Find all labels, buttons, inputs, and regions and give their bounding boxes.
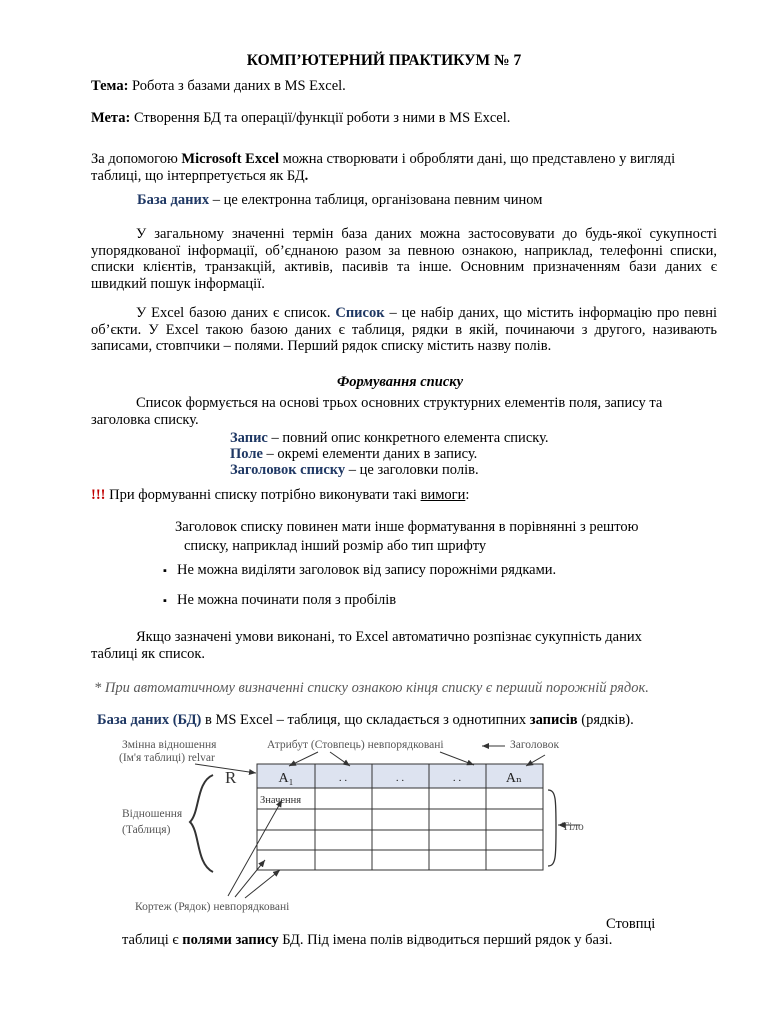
para2-post: – це набір даних, що містить інформацію про певні об’єкти. У Excel такою базою даних є таблиця, рядки в якій, починаючи з другого, називають записами, стовпчики – полями. Перший рядок списку містить назву полів.	[91, 305, 717, 355]
intro-mid: можна створювати і обробляти дані, що представлено у вигляді таблиці, що інтерпретується як БД	[91, 151, 676, 184]
requirements-post: :	[465, 487, 470, 503]
rule-1-line1: Заголовок списку повинен мати інше форматування в порівнянні з рештою	[175, 519, 639, 535]
db-mid: в MS Excel – таблиця, що складається з однотипних	[201, 712, 530, 728]
requirements-pre: При формуванні списку потрібно виконувати такі	[105, 487, 421, 503]
header-cell-dots: . .	[338, 772, 348, 784]
intro-end: .	[304, 167, 309, 184]
attribute-label: Атрибут (Стовпець) невпорядковані	[267, 739, 444, 751]
last-line-post: БД. Під імена полів відводиться перший рядок у базі.	[278, 932, 613, 948]
para2-pre: У Excel базою даних є список.	[136, 305, 336, 321]
relvar-label-1: Змінна відношення	[122, 739, 217, 751]
relation-brace	[190, 775, 213, 872]
def-field-term: Поле	[230, 446, 263, 462]
def-header-text: – це заголовки полів.	[345, 462, 479, 478]
rule-1-continuation: списку, наприклад інший розмір або тип шрифту	[184, 538, 487, 554]
def-field-text: – окремі елементи даних в запису.	[262, 446, 478, 462]
intro-brand: Microsoft Excel	[181, 151, 279, 167]
relvar-label-2: (Ім'я таблиці) relvar	[119, 752, 215, 764]
paragraph-general: У загальному значенні термін база даних можна застосовувати до будь-якої сукупності упорядкованої інформації, об’єднаною разом за певною ознакою, наприклад, телефонні списки, списки клієнтів, транзакцій, активів, пасивів та інше. Основним призначенням бази даних є швидкий пошук інформації.	[91, 226, 717, 293]
goal-text: Створення БД та операції/функції роботи з ними в MS Excel.	[130, 110, 511, 126]
def-record-term: Запис	[230, 430, 268, 446]
definition-text: – це електронна таблиця, організована певним чином	[209, 192, 543, 208]
last-line-bold: полями запису	[182, 932, 279, 948]
header-cell-dots: . .	[395, 772, 405, 784]
requirements-link: вимоги	[420, 487, 466, 503]
note-line: * При автоматичному визначенні списку ознакою кінця списку є перший порожній рядок.	[94, 680, 649, 696]
tuple-label: Кортеж (Рядок) невпорядковані	[135, 901, 290, 913]
intro-pre: За допомогою	[91, 151, 182, 167]
para2-term: Список	[335, 305, 385, 321]
bullet-square-icon: ▪	[163, 565, 167, 577]
relation-label-2: (Таблиця)	[122, 824, 171, 836]
header-cell-dots: . .	[452, 772, 462, 784]
value-cell-label: Значення	[260, 795, 302, 806]
topic-text: Робота з базами даних в MS Excel.	[128, 78, 346, 94]
last-line	[122, 932, 612, 949]
paragraph-forming: Список формується на основі трьох основних структурних елементів поля, запису та заголовка списку.	[91, 395, 663, 428]
body-label: Тіло	[562, 821, 584, 833]
relation-letter: R	[225, 768, 237, 787]
def-record-text: – повний опис конкретного елемента списку.	[267, 430, 549, 446]
definition-term: База даних	[137, 192, 210, 208]
bullet-square-icon: ▪	[163, 595, 167, 607]
topic-label: Тема:	[91, 78, 129, 94]
header-label: Заголовок	[510, 739, 560, 751]
warning-mark: !!!	[91, 487, 106, 503]
rule-2-text: Не можна виділяти заголовок від запису порожніми рядками.	[177, 562, 557, 578]
db-post: (рядків).	[577, 712, 634, 728]
db-term: База даних (БД)	[97, 712, 202, 728]
header-cell-a1: A₁	[278, 771, 294, 786]
def-header-term: Заголовок списку	[230, 462, 346, 478]
page-title: КОМП’ЮТЕРНИЙ ПРАКТИКУМ № 7	[246, 52, 522, 69]
rule-3-text: Не можна починати поля з пробілів	[177, 592, 397, 608]
header-cell-an: Aₙ	[505, 771, 523, 786]
section-heading: Формування списку	[336, 374, 464, 390]
paragraph-conditions: Якщо зазначені умови виконані, то Excel автоматично розпізнає сукупність даних таблиці як список.	[91, 629, 642, 662]
relation-label-1: Відношення	[122, 808, 183, 820]
goal-label: Мета:	[91, 110, 131, 126]
db-bold: записів	[529, 712, 578, 728]
columns-word: Стовпці	[606, 916, 656, 932]
last-line-pre: таблиці є	[122, 932, 183, 948]
body-brace	[548, 790, 556, 866]
